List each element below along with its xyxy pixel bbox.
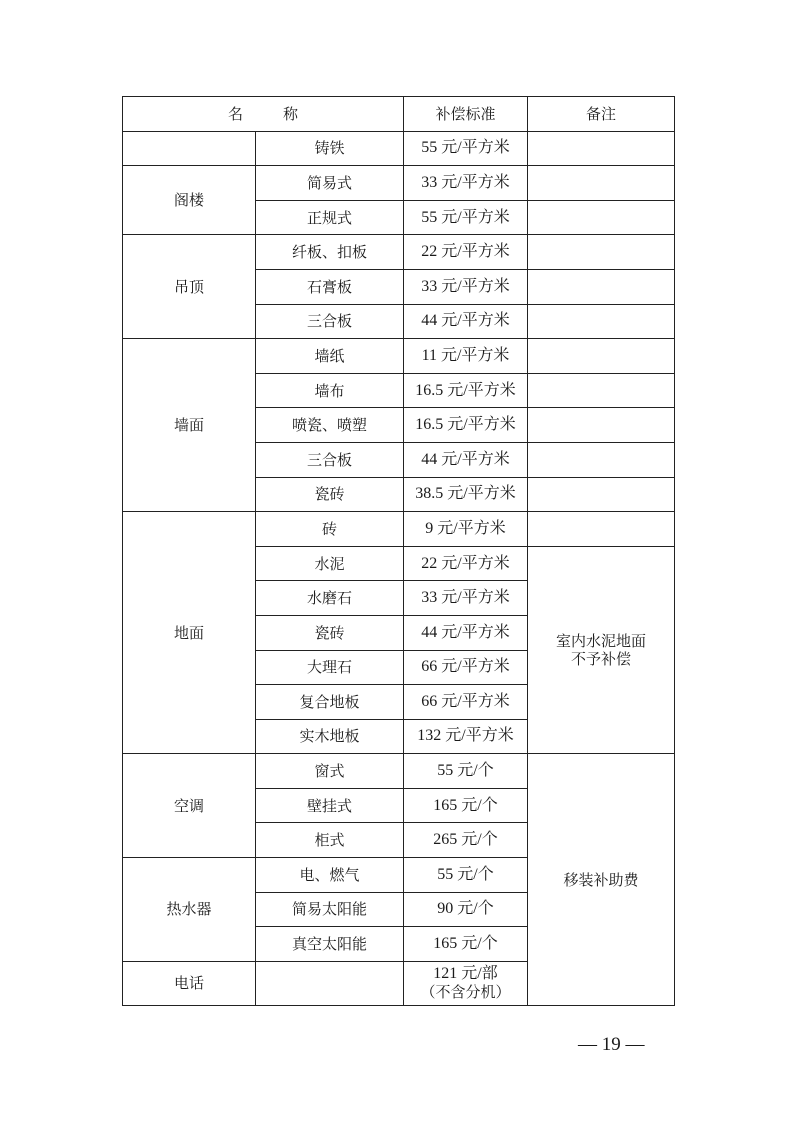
price-cell: 16.5 元/平方米 xyxy=(404,408,528,443)
price-cell: 33 元/平方米 xyxy=(404,269,528,304)
item-cell: 瓷砖 xyxy=(256,615,404,650)
price-cell: 38.5 元/平方米 xyxy=(404,477,528,512)
price-cell: 265 元/个 xyxy=(404,823,528,858)
price-cell: 44 元/平方米 xyxy=(404,615,528,650)
table-row xyxy=(123,754,675,789)
category-cell: 空调 xyxy=(123,754,256,858)
price-cell: 11 元/平方米 xyxy=(404,339,528,374)
category-cell: 吊顶 xyxy=(123,235,256,339)
table-header-row xyxy=(123,97,675,132)
remark-cell xyxy=(528,269,675,304)
item-cell: 简易太阳能 xyxy=(256,892,404,927)
item-cell: 柜式 xyxy=(256,823,404,858)
header-standard: 补偿标准 xyxy=(404,97,528,132)
header-name xyxy=(123,97,404,132)
item-cell: 三合板 xyxy=(256,304,404,339)
item-cell: 水泥 xyxy=(256,546,404,581)
price-cell: 66 元/平方米 xyxy=(404,650,528,685)
remark-cell xyxy=(528,339,675,374)
remark-floor-line2: 不予补偿 xyxy=(570,650,631,668)
price-cell: 132 元/平方米 xyxy=(404,719,528,754)
item-cell: 砖 xyxy=(256,512,404,547)
item-cell: 电、燃气 xyxy=(256,858,404,893)
remark-floor-cell xyxy=(528,546,675,754)
price-cell: 22 元/平方米 xyxy=(404,235,528,270)
price-cell: 55 元/平方米 xyxy=(404,200,528,235)
item-cell: 墙布 xyxy=(256,373,404,408)
category-cell: 热水器 xyxy=(123,858,256,962)
item-cell: 水磨石 xyxy=(256,581,404,616)
page-number: — 19 — xyxy=(578,1034,645,1055)
item-cell: 简易式 xyxy=(256,166,404,201)
table-row xyxy=(123,235,675,270)
compensation-table xyxy=(122,96,675,1006)
price-cell: 66 元/平方米 xyxy=(404,685,528,720)
table-row xyxy=(123,339,675,374)
remark-cell xyxy=(528,442,675,477)
item-cell xyxy=(256,961,404,1005)
header-name-right: 称 xyxy=(283,104,299,123)
phone-price-line2: （不含分机） xyxy=(420,983,511,1002)
item-cell: 三合板 xyxy=(256,442,404,477)
remark-cell xyxy=(528,304,675,339)
phone-price-line1: 121 元/部 xyxy=(433,965,498,983)
header-remark: 备注 xyxy=(528,97,675,132)
remark-relocation-cell: 移装补助费 xyxy=(528,754,675,1006)
price-cell: 44 元/平方米 xyxy=(404,442,528,477)
price-cell: 90 元/个 xyxy=(404,892,528,927)
price-cell: 22 元/平方米 xyxy=(404,546,528,581)
remark-cell xyxy=(528,408,675,443)
item-cell: 正规式 xyxy=(256,200,404,235)
header-name-left: 名 xyxy=(227,104,243,123)
item-cell: 铸铁 xyxy=(256,131,404,166)
price-cell: 33 元/平方米 xyxy=(404,581,528,616)
remark-cell xyxy=(528,373,675,408)
remark-cell xyxy=(528,200,675,235)
item-cell: 墙纸 xyxy=(256,339,404,374)
remark-cell xyxy=(528,166,675,201)
item-cell: 壁挂式 xyxy=(256,788,404,823)
category-cell: 墙面 xyxy=(123,339,256,512)
item-cell: 复合地板 xyxy=(256,685,404,720)
price-cell: 44 元/平方米 xyxy=(404,304,528,339)
category-cell: 地面 xyxy=(123,512,256,754)
remark-floor-line1: 室内水泥地面 xyxy=(555,632,646,650)
table-row xyxy=(123,166,675,201)
remark-cell xyxy=(528,512,675,547)
price-cell: 55 元/个 xyxy=(404,858,528,893)
item-cell: 石膏板 xyxy=(256,269,404,304)
item-cell: 窗式 xyxy=(256,754,404,789)
table-row xyxy=(123,131,675,166)
item-cell: 大理石 xyxy=(256,650,404,685)
item-cell: 喷瓷、喷塑 xyxy=(256,408,404,443)
category-cell: 电话 xyxy=(123,961,256,1005)
price-cell: 55 元/个 xyxy=(404,754,528,789)
price-cell: 55 元/平方米 xyxy=(404,131,528,166)
remark-cell xyxy=(528,131,675,166)
item-cell: 瓷砖 xyxy=(256,477,404,512)
item-cell: 真空太阳能 xyxy=(256,927,404,962)
price-cell: 165 元/个 xyxy=(404,788,528,823)
price-cell: 9 元/平方米 xyxy=(404,512,528,547)
table-row xyxy=(123,512,675,547)
category-cell xyxy=(123,131,256,166)
price-cell: 16.5 元/平方米 xyxy=(404,373,528,408)
category-cell: 阁楼 xyxy=(123,166,256,235)
price-cell: 33 元/平方米 xyxy=(404,166,528,201)
phone-price-cell xyxy=(404,961,528,1005)
item-cell: 实木地板 xyxy=(256,719,404,754)
remark-cell xyxy=(528,477,675,512)
remark-cell xyxy=(528,235,675,270)
price-cell: 165 元/个 xyxy=(404,927,528,962)
item-cell: 纤板、扣板 xyxy=(256,235,404,270)
